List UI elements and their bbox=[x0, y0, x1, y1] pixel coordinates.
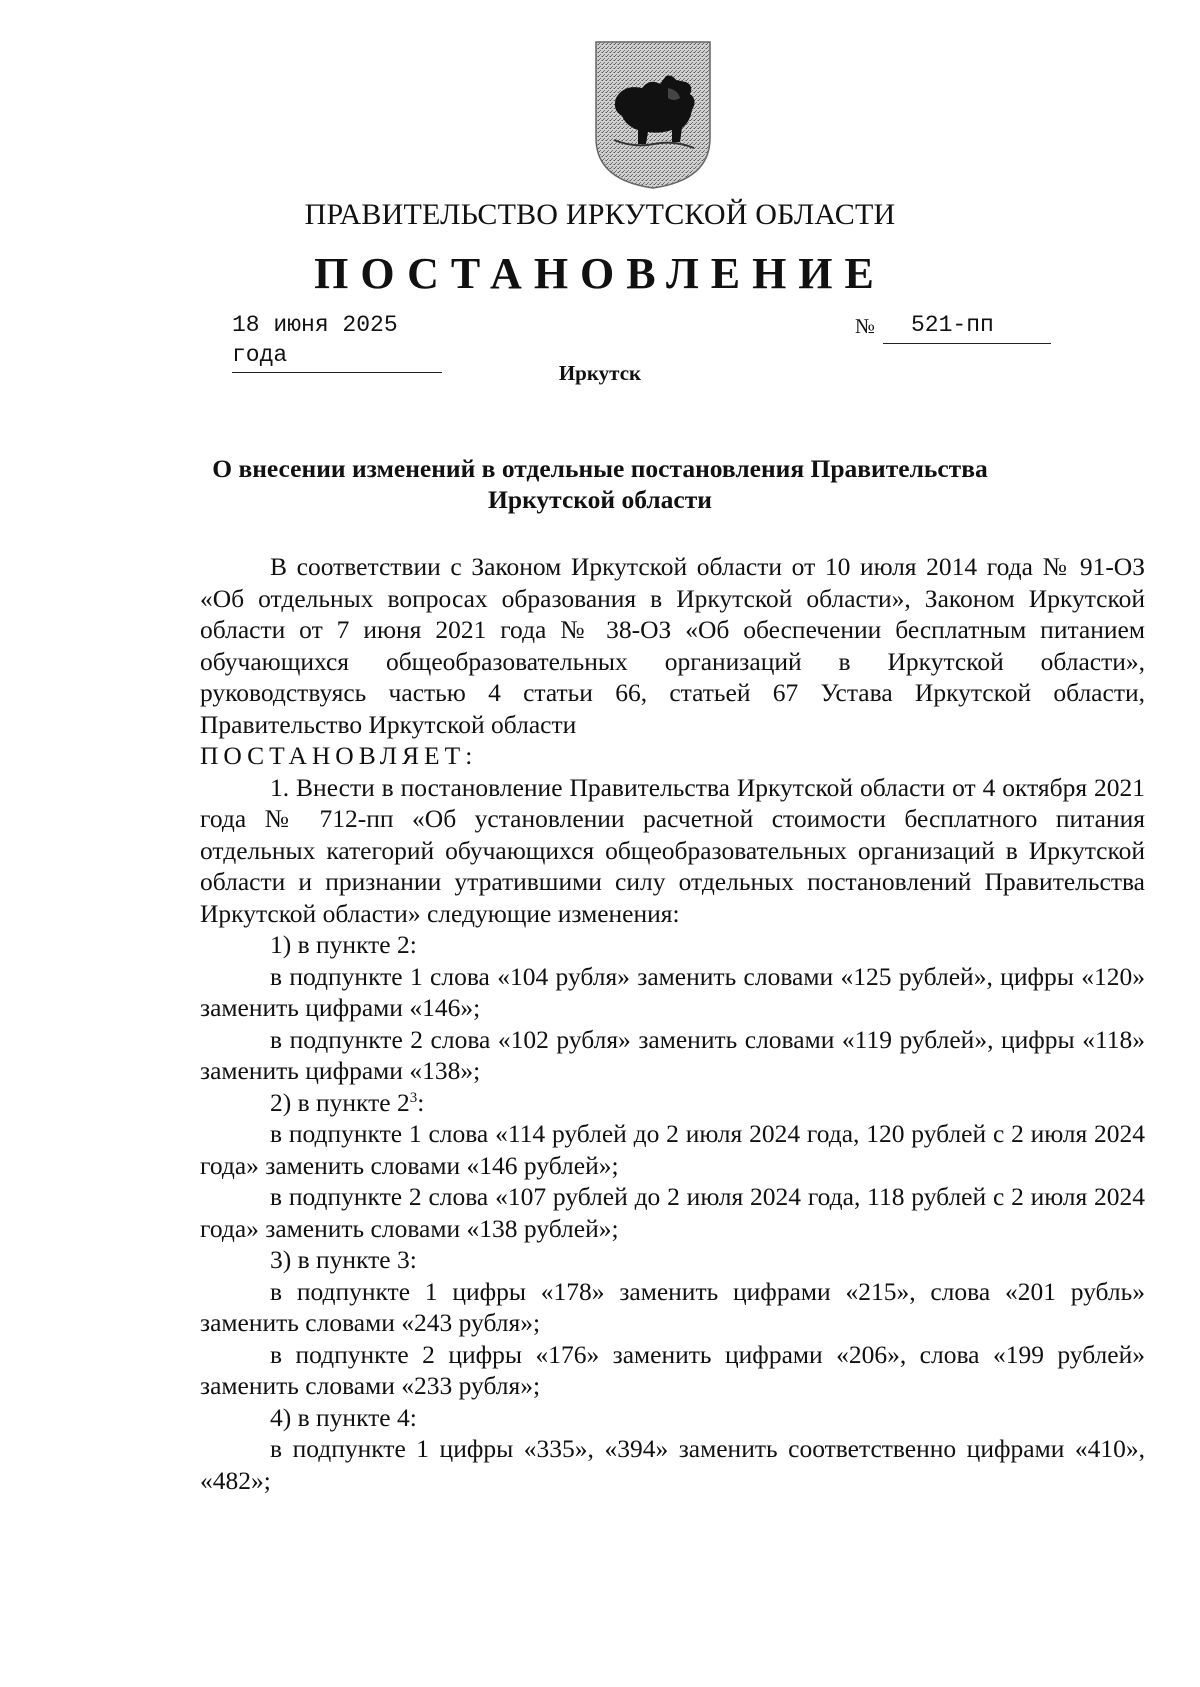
title-line-1: О внесении изменений в отдельные постановления Правительства bbox=[212, 454, 988, 483]
document-title bbox=[200, 453, 1000, 515]
point-4-subitem-1: в подпункте 1 цифры «335», «394» заменить соответственно цифрами «410», «482»; bbox=[200, 1434, 1145, 1495]
document-number-field bbox=[855, 310, 1055, 344]
document-city: Иркутск bbox=[558, 361, 642, 385]
title-line-2: Иркутской области bbox=[488, 485, 712, 514]
point-1-heading: 1) в пункте 2: bbox=[270, 930, 417, 959]
number-underline bbox=[883, 343, 1051, 344]
government-name: ПРАВИТЕЛЬСТВО ИРКУТСКОЙ ОБЛАСТИ bbox=[304, 198, 896, 231]
point-4-heading: 4) в пункте 4: bbox=[270, 1402, 417, 1432]
point-2-heading-text: 2) в пункте 2 bbox=[270, 1087, 410, 1117]
point-1-subitem-2: в подпункте 2 слова «102 рубля» заменить словами «119 рублей», цифры «118» заменить цифрами «138»; bbox=[200, 1024, 1145, 1085]
preamble-paragraph: В соответствии с Законом Иркутской области от 10 июля 2014 года № 91-ОЗ «Об отдельных вопросах образования в Иркутской области», Законом Иркутской области от 7 июня 2021 года № 38-ОЗ «Об обеспечении бесплатным питанием обучающихся общеобразовательных организаций в Иркутской области», руководствуясь частью 4 статьи 66, статьей 67 Устава Иркутской области, Правительство Иркутской области bbox=[200, 552, 1145, 739]
point-1-subitem-1: в подпункте 1 слова «104 рубля» заменить словами «125 рублей», цифры «120» заменить цифрами «146»; bbox=[200, 961, 1145, 1022]
irkutsk-coat-of-arms-emblem bbox=[594, 40, 712, 190]
document-number: 521-пп bbox=[911, 312, 994, 338]
point-2-subitem-1: в подпункте 1 слова «114 рублей до 2 июля 2024 года, 120 рублей с 2 июля 2024 года» заменить словами «146 рублей»; bbox=[200, 1119, 1145, 1180]
document-type: ПОСТАНОВЛЕНИЕ bbox=[314, 249, 886, 298]
item-1-paragraph: 1. Внести в постановление Правительства Иркутской области от 4 октября 2021 года № 712-пп «Об установлении расчетной стоимости бесплатного питания отдельных категорий обучающихся общеобразовательных организаций в Иркутской области и признании утратившими силу отдельных постановлений Правительства Иркутской области» следующие изменения: bbox=[200, 772, 1145, 928]
point-2-superscript: 3 bbox=[409, 1089, 418, 1106]
point-3-subitem-1: в подпункте 1 цифры «178» заменить цифрами «215», слова «201 рубль» заменить словами «243 рубля»; bbox=[200, 1276, 1145, 1337]
decree-word: ПОСТАНОВЛЯЕТ: bbox=[200, 741, 478, 770]
point-2-heading bbox=[200, 1087, 1145, 1119]
document-body bbox=[200, 551, 1145, 1496]
point-2-heading-colon: : bbox=[417, 1087, 425, 1117]
number-sign: № bbox=[855, 314, 876, 338]
document-date: 18 июня 2025 года bbox=[232, 310, 442, 373]
point-2-subitem-2: в подпункте 2 слова «107 рублей до 2 июля 2024 года, 118 рублей с 2 июля 2024 года» заменить словами «138 рублей»; bbox=[200, 1182, 1145, 1243]
point-3-heading: 3) в пункте 3: bbox=[270, 1245, 417, 1274]
point-3-subitem-2: в подпункте 2 цифры «176» заменить цифрами «206», слова «199 рублей» заменить словами «233 рубля»; bbox=[200, 1339, 1145, 1400]
